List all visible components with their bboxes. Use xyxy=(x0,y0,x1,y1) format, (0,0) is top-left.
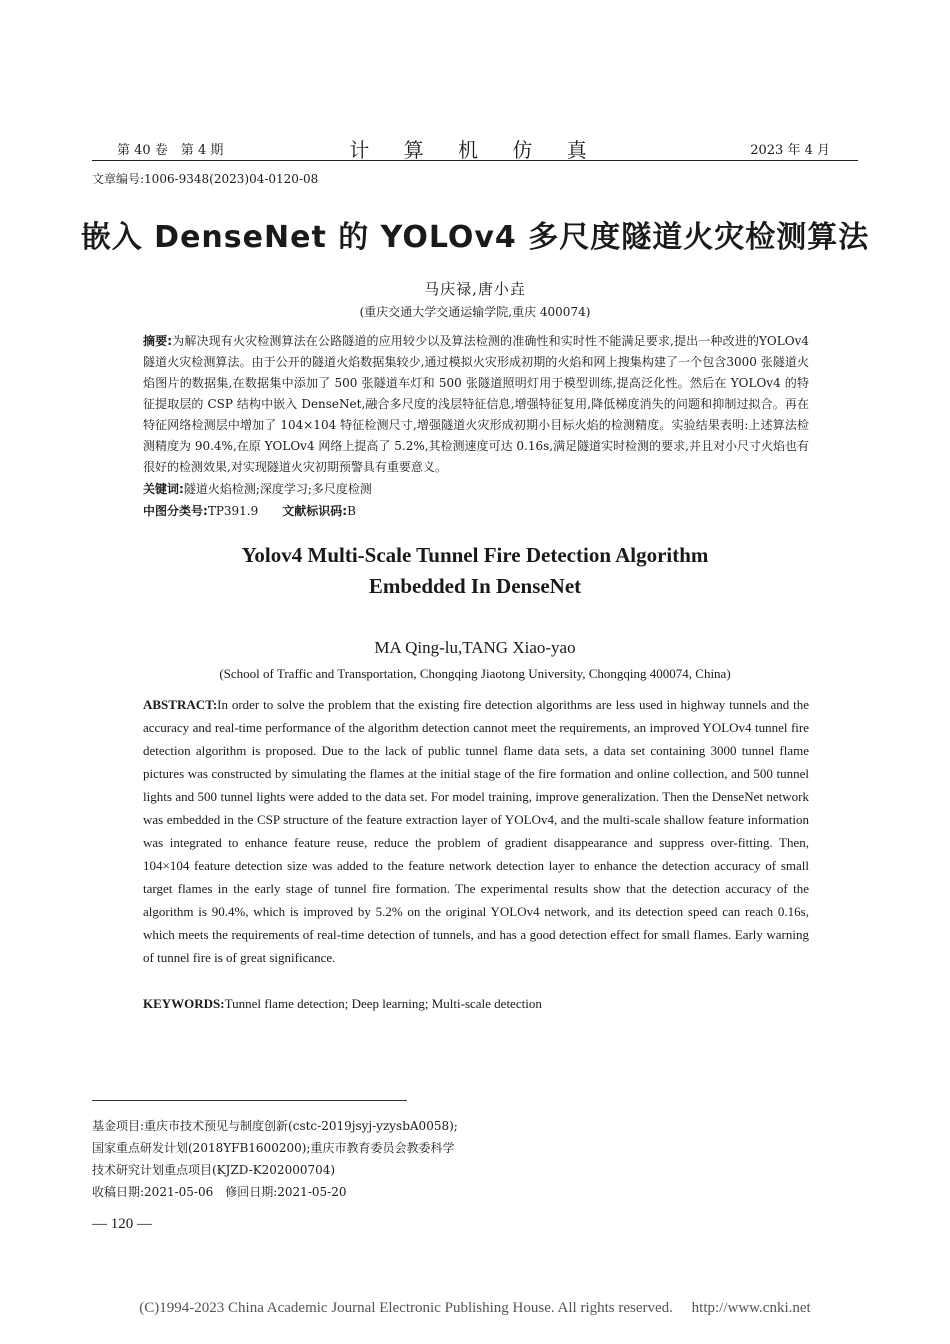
journal-name: 计 算 机 仿 真 xyxy=(349,138,601,162)
doc-code-value: B xyxy=(347,504,356,518)
journal-volume-issue: 第 40 卷 第 4 期 xyxy=(117,143,224,158)
title-chinese: 嵌入 DenseNet 的 YOLOv4 多尺度隧道火灾检测算法 xyxy=(80,220,870,255)
affiliation-english: (School of Traffic and Transportation, Chongqing Jiaotong University, Chongqing 400074, China) xyxy=(219,666,731,681)
article-number: 文章编号:1006-9348(2023)04-0120-08 xyxy=(92,172,319,186)
keywords-chinese-label: 关键词: xyxy=(143,482,184,496)
footnote-line: 国家重点研发计划(2018YFB1600200);重庆市教育委员会教委科学 xyxy=(92,1141,455,1155)
clc-value: TP391.9 xyxy=(207,504,259,518)
classification-line xyxy=(143,502,356,519)
authors-chinese: 马庆禄,唐小垚 xyxy=(424,280,526,298)
footnote-line: 技术研究计划重点项目(KJZD-K202000704) xyxy=(92,1163,336,1177)
keywords-english xyxy=(143,996,542,1012)
keywords-english-label: KEYWORDS: xyxy=(143,996,225,1011)
header-rule xyxy=(92,160,858,161)
abstract-english-label: ABSTRACT: xyxy=(143,697,218,712)
copyright-notice: (C)1994-2023 China Academic Journal Electronic Publishing House. All rights reserved. http://www.cnki.net xyxy=(139,1300,811,1316)
keywords-chinese xyxy=(143,480,372,497)
abstract-chinese-text: 为解决现有火灾检测算法在公路隧道的应用较少以及算法检测的准确性和实时性不能满足要求,提出一种改进的YOLOv4 隧道火灾检测算法。由于公开的隧道火焰数据集较少,通过模拟火灾形成初期的火焰和网上搜集构建了一个包含3000 张隧道火焰图片的数据集,在数据集中添加了 500 张隧道车灯和 500 张隧道照明灯用于模型训练,提高泛化性。然后在 YOLOv4 的特征提取层的 CSP 结构中嵌入 DenseNet,融合多尺度的浅层特征信息,增强特征复用,降低梯度消失的问题和抑制过拟合。再在特征网络检测层中增加了 104×104 特征检测尺寸,增强隧道火灾形成初期小目标火焰的检测精度。实验结果表明:上述算法检测精度为 90.4%,在原 YOLOv4 网络上提高了 5.2%,其检测速度可达 0.16s,满足隧道实时检测的要求,并且对小尺寸火焰也有很好的检测效果,对实现隧道火灾初期预警具有重要意义。 xyxy=(143,334,809,474)
title-english xyxy=(0,540,950,602)
title-english-line2: Embedded In DenseNet xyxy=(368,574,582,598)
doc-code-label: 文献标识码: xyxy=(282,504,348,518)
abstract-chinese-label: 摘要: xyxy=(143,334,173,348)
footnote-line: 收稿日期:2021-05-06 修回日期:2021-05-20 xyxy=(92,1185,347,1199)
authors-english: MA Qing-lu,TANG Xiao-yao xyxy=(374,638,576,657)
page-number: — 120 — xyxy=(92,1216,152,1232)
footnotes xyxy=(92,1115,458,1203)
keywords-chinese-text: 隧道火焰检测;深度学习;多尺度检测 xyxy=(183,482,372,496)
journal-date: 2023 年 4 月 xyxy=(750,143,830,158)
affiliation-chinese: (重庆交通大学交通运输学院,重庆 400074) xyxy=(359,305,591,319)
abstract-english-text: In order to solve the problem that the existing fire detection algorithms are less used in highway tunnels and the accuracy and real-time performance of the algorithm detection cannot meet the requirements, an improved YOLOv4 tunnel fire detection algorithm is proposed. Due to the lack of public tunnel flame data sets, a data set containing 3000 tunnel flame pictures was constructed by simulating the flames at the initial stage of the fire formation and online collection, and 500 tunnel lights and 500 tunnel lights were added to the data set. For model training, improve generalization. Then the DenseNet network was embedded in the CSP structure of the feature extraction layer of YOLOv4, and the multi-scale shallow feature information was integrated to enhance feature reuse, reduce the problem of gradient disappearance and suppress over-fitting. Then, 104×104 feature detection size was added to the feature network detection layer to enhance the detection accuracy of small target flames in the early stage of tunnel fire formation. The experimental results show that the detection accuracy of the algorithm is 90.4%, which is improved by 5.2% on the original YOLOv4 network, and its detection speed can reach 0.16s, which meets the requirements of real-time detection of tunnels, and has a good detection effect for small flames. Early warning of tunnel fire is of great significance. xyxy=(143,697,809,965)
title-english-line1: Yolov4 Multi-Scale Tunnel Fire Detection Algorithm xyxy=(241,543,709,567)
abstract-chinese xyxy=(143,331,809,478)
footnote-line: 基金项目:重庆市技术预见与制度创新(cstc-2019jsyj-yzysbA0058); xyxy=(92,1119,458,1133)
keywords-english-text: Tunnel flame detection; Deep learning; Multi-scale detection xyxy=(224,996,542,1011)
clc-label: 中图分类号: xyxy=(143,504,208,518)
abstract-english xyxy=(143,693,809,969)
footnote-rule xyxy=(92,1100,407,1101)
